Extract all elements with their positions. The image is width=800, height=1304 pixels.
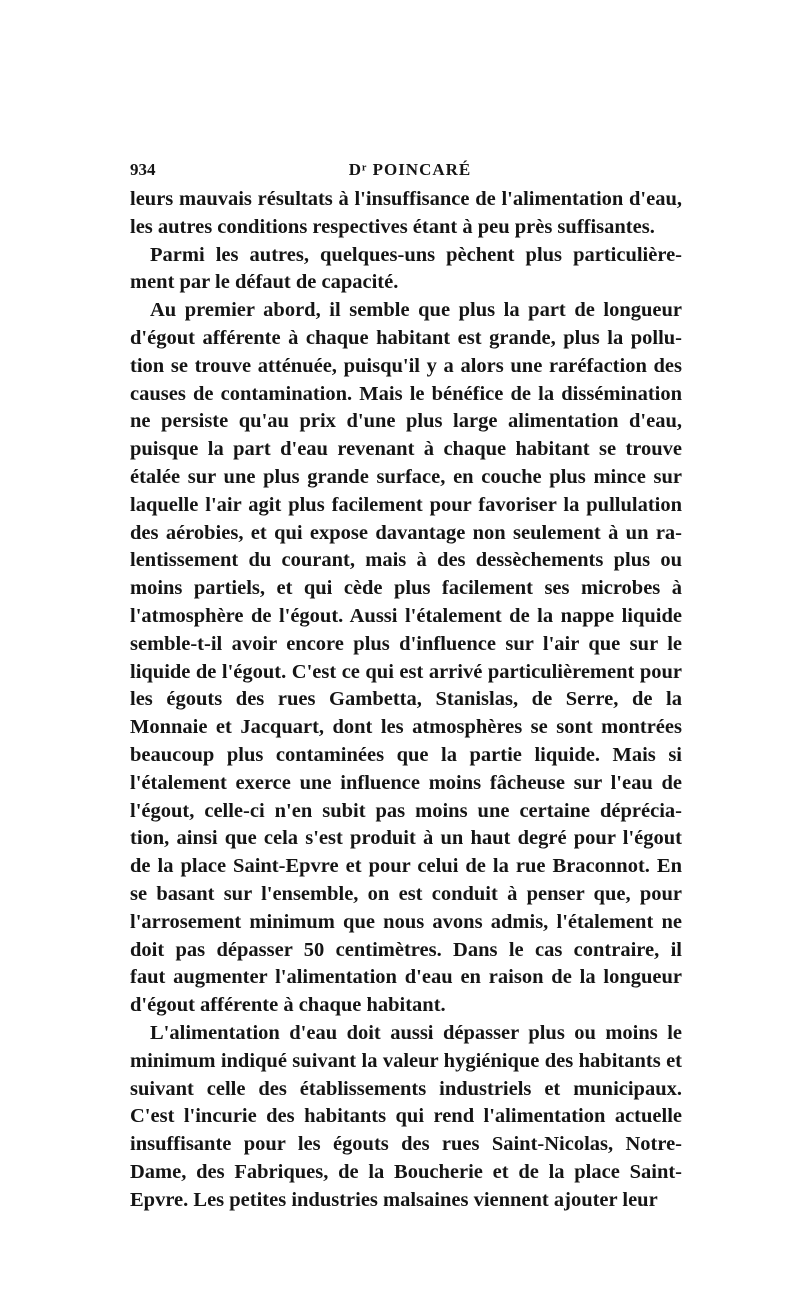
text-line: insuffisante pour les égouts des rues Saint-Nicolas, Notre-	[130, 1133, 682, 1156]
text-line: C'est l'incurie des habitants qui rend l'alimentation actuelle	[130, 1105, 682, 1128]
text-line: moins partiels, et qui cède plus facilement ses microbes à	[130, 577, 682, 600]
text-line: lentissement du courant, mais à des dessèchements plus ou	[130, 549, 682, 572]
text-line: doit pas dépasser 50 centimètres. Dans le cas contraire, il	[130, 938, 682, 961]
text-line: d'égout afférente à chaque habitant.	[130, 994, 446, 1017]
body-text	[130, 186, 682, 1214]
text-line: l'égout, celle-ci n'en subit pas moins une certaine déprécia-	[130, 799, 682, 822]
text-line: minimum indiqué suivant la valeur hygiénique des habitants et	[130, 1049, 682, 1072]
text-line: tion se trouve atténuée, puisqu'il y a alors une raréfaction des	[130, 354, 682, 377]
text-line: leurs mauvais résultats à l'insuffisance de l'alimentation d'eau,	[130, 188, 682, 210]
text-line: Epvre. Les petites industries malsaines viennent ajouter leur	[130, 1188, 658, 1211]
text-line: Parmi les autres, quelques-uns pèchent plus particulière-	[150, 243, 682, 266]
paragraph	[130, 186, 682, 242]
text-line: Au premier abord, il semble que plus la part de longueur	[150, 299, 682, 322]
text-line: Monnaie et Jacquart, dont les atmosphères se sont montrées	[130, 716, 682, 739]
text-line: de la place Saint-Epvre et pour celui de la rue Braconnot. En	[130, 855, 682, 878]
text-line: faut augmenter l'alimentation d'eau en raison de la longueur	[130, 966, 682, 989]
text-line: ne persiste qu'au prix d'une plus large alimentation d'eau,	[130, 410, 682, 433]
text-line: tion, ainsi que cela s'est produit à un haut degré pour l'égout	[130, 827, 682, 850]
text-line: les égouts des rues Gambetta, Stanislas, de Serre, de la	[130, 688, 682, 711]
text-line: liquide de l'égout. C'est ce qui est arrivé particulièrement pour	[130, 660, 682, 683]
text-line: l'arrosement minimum que nous avons admis, l'étalement ne	[130, 910, 682, 933]
text-line: l'atmosphère de l'égout. Aussi l'étalement de la nappe liquide	[130, 604, 682, 627]
text-line: beaucoup plus contaminées que la partie liquide. Mais si	[130, 743, 682, 766]
text-line: d'égout afférente à chaque habitant est grande, plus la pollu-	[130, 326, 682, 349]
text-line: étalée sur une plus grande surface, en couche plus mince sur	[130, 465, 682, 488]
page-number: 934	[130, 160, 156, 179]
text-line: ment par le défaut de capacité.	[130, 271, 399, 294]
paragraph	[130, 242, 682, 298]
text-line: l'étalement exerce une influence moins fâcheuse sur l'eau de	[130, 771, 682, 794]
running-title: Dʳ POINCARÉ	[348, 160, 472, 179]
text-line: des aérobies, et qui expose davantage non seulement à un ra-	[130, 521, 682, 544]
paragraph	[130, 297, 682, 1020]
text-line: causes de contamination. Mais le bénéfice de la dissémination	[130, 382, 682, 405]
text-line: L'alimentation d'eau doit aussi dépasser plus ou moins le	[150, 1021, 682, 1044]
text-line: se basant sur l'ensemble, on est conduit à penser que, pour	[130, 882, 682, 905]
text-line: semble-t-il avoir encore plus d'influence sur l'air que sur le	[130, 632, 682, 655]
text-line: suivant celle des établissements industriels et municipaux.	[130, 1077, 682, 1100]
text-line: puisque la part d'eau revenant à chaque habitant se trouve	[130, 438, 682, 461]
text-line: les autres conditions respectives étant à peu près suffisantes.	[130, 215, 655, 238]
running-head	[130, 160, 690, 186]
text-line: Dame, des Fabriques, de la Boucherie et de la place Saint-	[130, 1160, 682, 1183]
paragraph	[130, 1020, 682, 1215]
text-line: laquelle l'air agit plus facilement pour favoriser la pullulation	[130, 493, 682, 516]
